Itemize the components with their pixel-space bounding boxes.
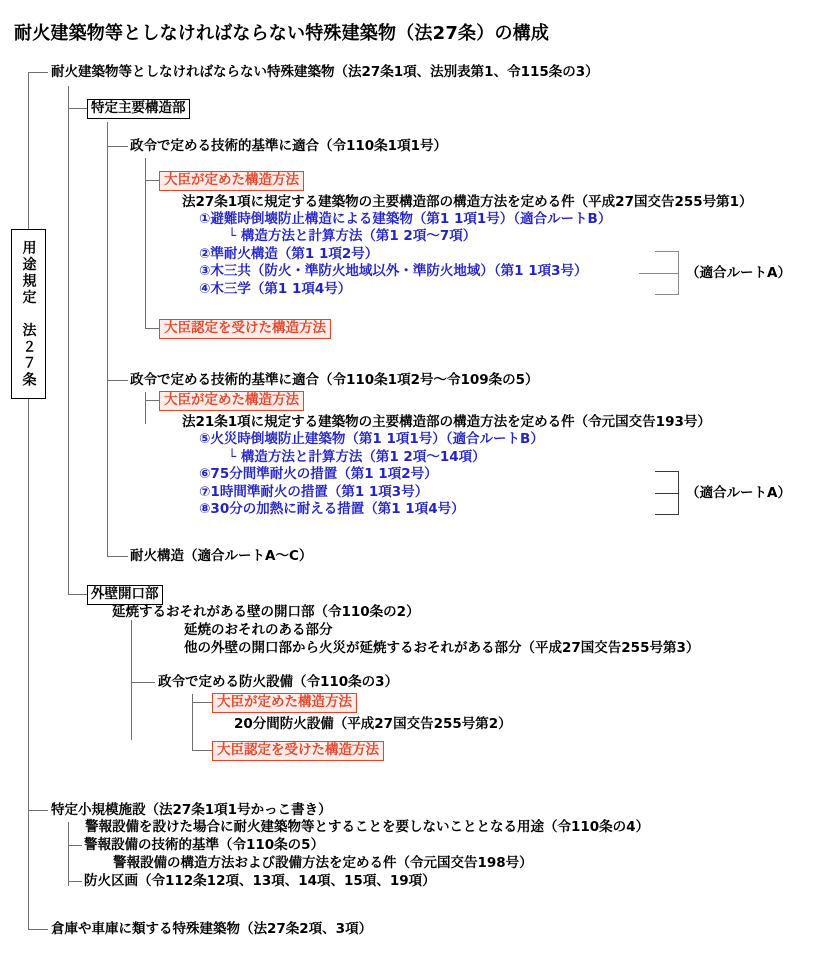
branch1-spine [68,86,69,594]
group-a-item-3: ②準耐火構造（第1 1項2号） [199,246,379,262]
branch3-line-1: 警報設備を設けた場合に耐火建築物等とすることを要しないこととなる用途（令110条の4） [85,819,650,835]
group-a-item-2: └ 構造方法と計算方法（第1 2項〜7項） [228,228,477,244]
branch2-sub-heading: 政令で定める防火設備（令110条の3） [158,674,399,690]
route-a-label-1: （適合ルートA） [686,265,791,281]
trunk-stub-root [28,72,48,73]
red-box-minister-method-c: 大臣が定めた構造方法 [212,693,357,713]
root-label: 耐火建築物等としなければならない特殊建築物（法27条1項、法別表第1、令115条の3） [51,64,599,80]
branch2-stub [68,594,87,595]
group-b-stub [107,380,128,381]
branch2-sub-stub [131,682,155,683]
red-box-minister-method-a: 大臣が定めた構造方法 [159,171,304,191]
group-a-item-1: ①避難時倒壊防止構造による建築物（第1 1項1号）（適合ルートB） [199,211,612,227]
branch3-heading: 特定小規模施設（法27条1項1号かっこ書き） [51,802,332,818]
group-a-item-4: ③木三共（防火・準防火地域以外・準防火地域）（第1 1項3号） [199,263,588,279]
side-label-text: 用途規定 法２７条 [20,239,37,389]
branch2-line-1: 延焼するおそれがある壁の開口部（令110条の2） [112,604,420,620]
group-c-heading: 耐火構造（適合ルートA〜C） [130,548,313,564]
branch3-line-3: 警報設備の構造方法および設備方法を定める件（令元国交告198号） [113,855,533,871]
branch2-inner-spine [131,620,132,740]
group-b-item-1: ⑤火災時倒壊防止建築物（第1 1項1号）（適合ルートB） [199,431,544,447]
branch3-line-2: 警報設備の技術的基準（令110条の5） [84,837,325,853]
route-a-bracket-2 [655,471,679,515]
route-a-bracket-1-stub [639,273,655,274]
branch4-heading: 倉庫や車庫に類する特殊建築物（法27条2項、3項） [51,921,373,937]
node-specified-main-structure: 特定主要構造部 [87,99,190,119]
red-box-minister-certified-c: 大臣認定を受けた構造方法 [212,741,384,761]
trunk-spine [28,72,29,929]
group-a-notice: 法27条1項に規定する建築物の主要構造部の構造方法を定める件（平成27国交告255号第1） [182,194,753,210]
branch2-sub-line: 20分間防火設備（平成27国交告255号第2） [234,716,512,732]
group-c-stub [107,556,128,557]
branch4-stub [28,929,48,930]
group-b-item-2: └ 構造方法と計算方法（第1 2項〜14項） [228,449,486,465]
group-a-heading: 政令で定める技術的基準に適合（令110条1項1号） [130,138,447,154]
route-a-label-2: （適合ルートA） [686,485,791,501]
group-b-inner-spine [145,392,146,424]
page-title: 耐火建築物等としなければならない特殊建築物（法27条）の構成 [14,23,550,44]
branch1-stub [68,108,87,109]
group-a-redbox1-stub [145,180,159,181]
red-box-minister-method-b: 大臣が定めた構造方法 [159,391,304,411]
group-a-item-5: ④木三学（第1 1項4号） [199,281,352,297]
branch3-line4-stub [68,881,82,882]
group-a-redbox2-stub [145,328,159,329]
branch3-line-4: 防火区画（令112条12項、13項、14項、15項、19項） [84,873,436,889]
group-a-inner-spine [145,158,146,328]
red-box-minister-certified-a: 大臣認定を受けた構造方法 [159,319,331,339]
route-a-bracket-1 [655,251,679,295]
group-b-item-5: ⑧30分の加熱に耐える措置（第1 1項4号） [199,501,465,517]
branch3-inner-spine [68,822,69,886]
branch2-redbox2-stub [192,750,212,751]
branch3-stub [28,810,48,811]
branch2-redbox1-stub [192,702,212,703]
group-b-item-4: ⑦1時間準耐火の措置（第1 1項3号） [199,484,429,500]
node-exterior-wall-opening: 外壁開口部 [87,585,163,605]
group-b-notice: 法21条1項に規定する建築物の主要構造部の構造方法を定める件（令元国交告193号） [182,414,711,430]
group-a-stub [107,146,128,147]
branch1-child-spine [107,122,108,556]
group-b-redbox1-stub [145,400,159,401]
branch2-line-3: 他の外壁の開口部から火災が延焼するおそれがある部分（平成27国交告255号第3） [184,640,700,656]
side-label-box [11,229,46,399]
group-b-heading: 政令で定める技術的基準に適合（令110条1項2号〜令109条の5） [130,372,539,388]
branch3-line2-stub [68,845,82,846]
branch2-line-2: 延焼のおそれのある部分 [184,622,333,638]
group-b-item-3: ⑥75分間準耐火の措置（第1 1項2号） [199,466,438,482]
